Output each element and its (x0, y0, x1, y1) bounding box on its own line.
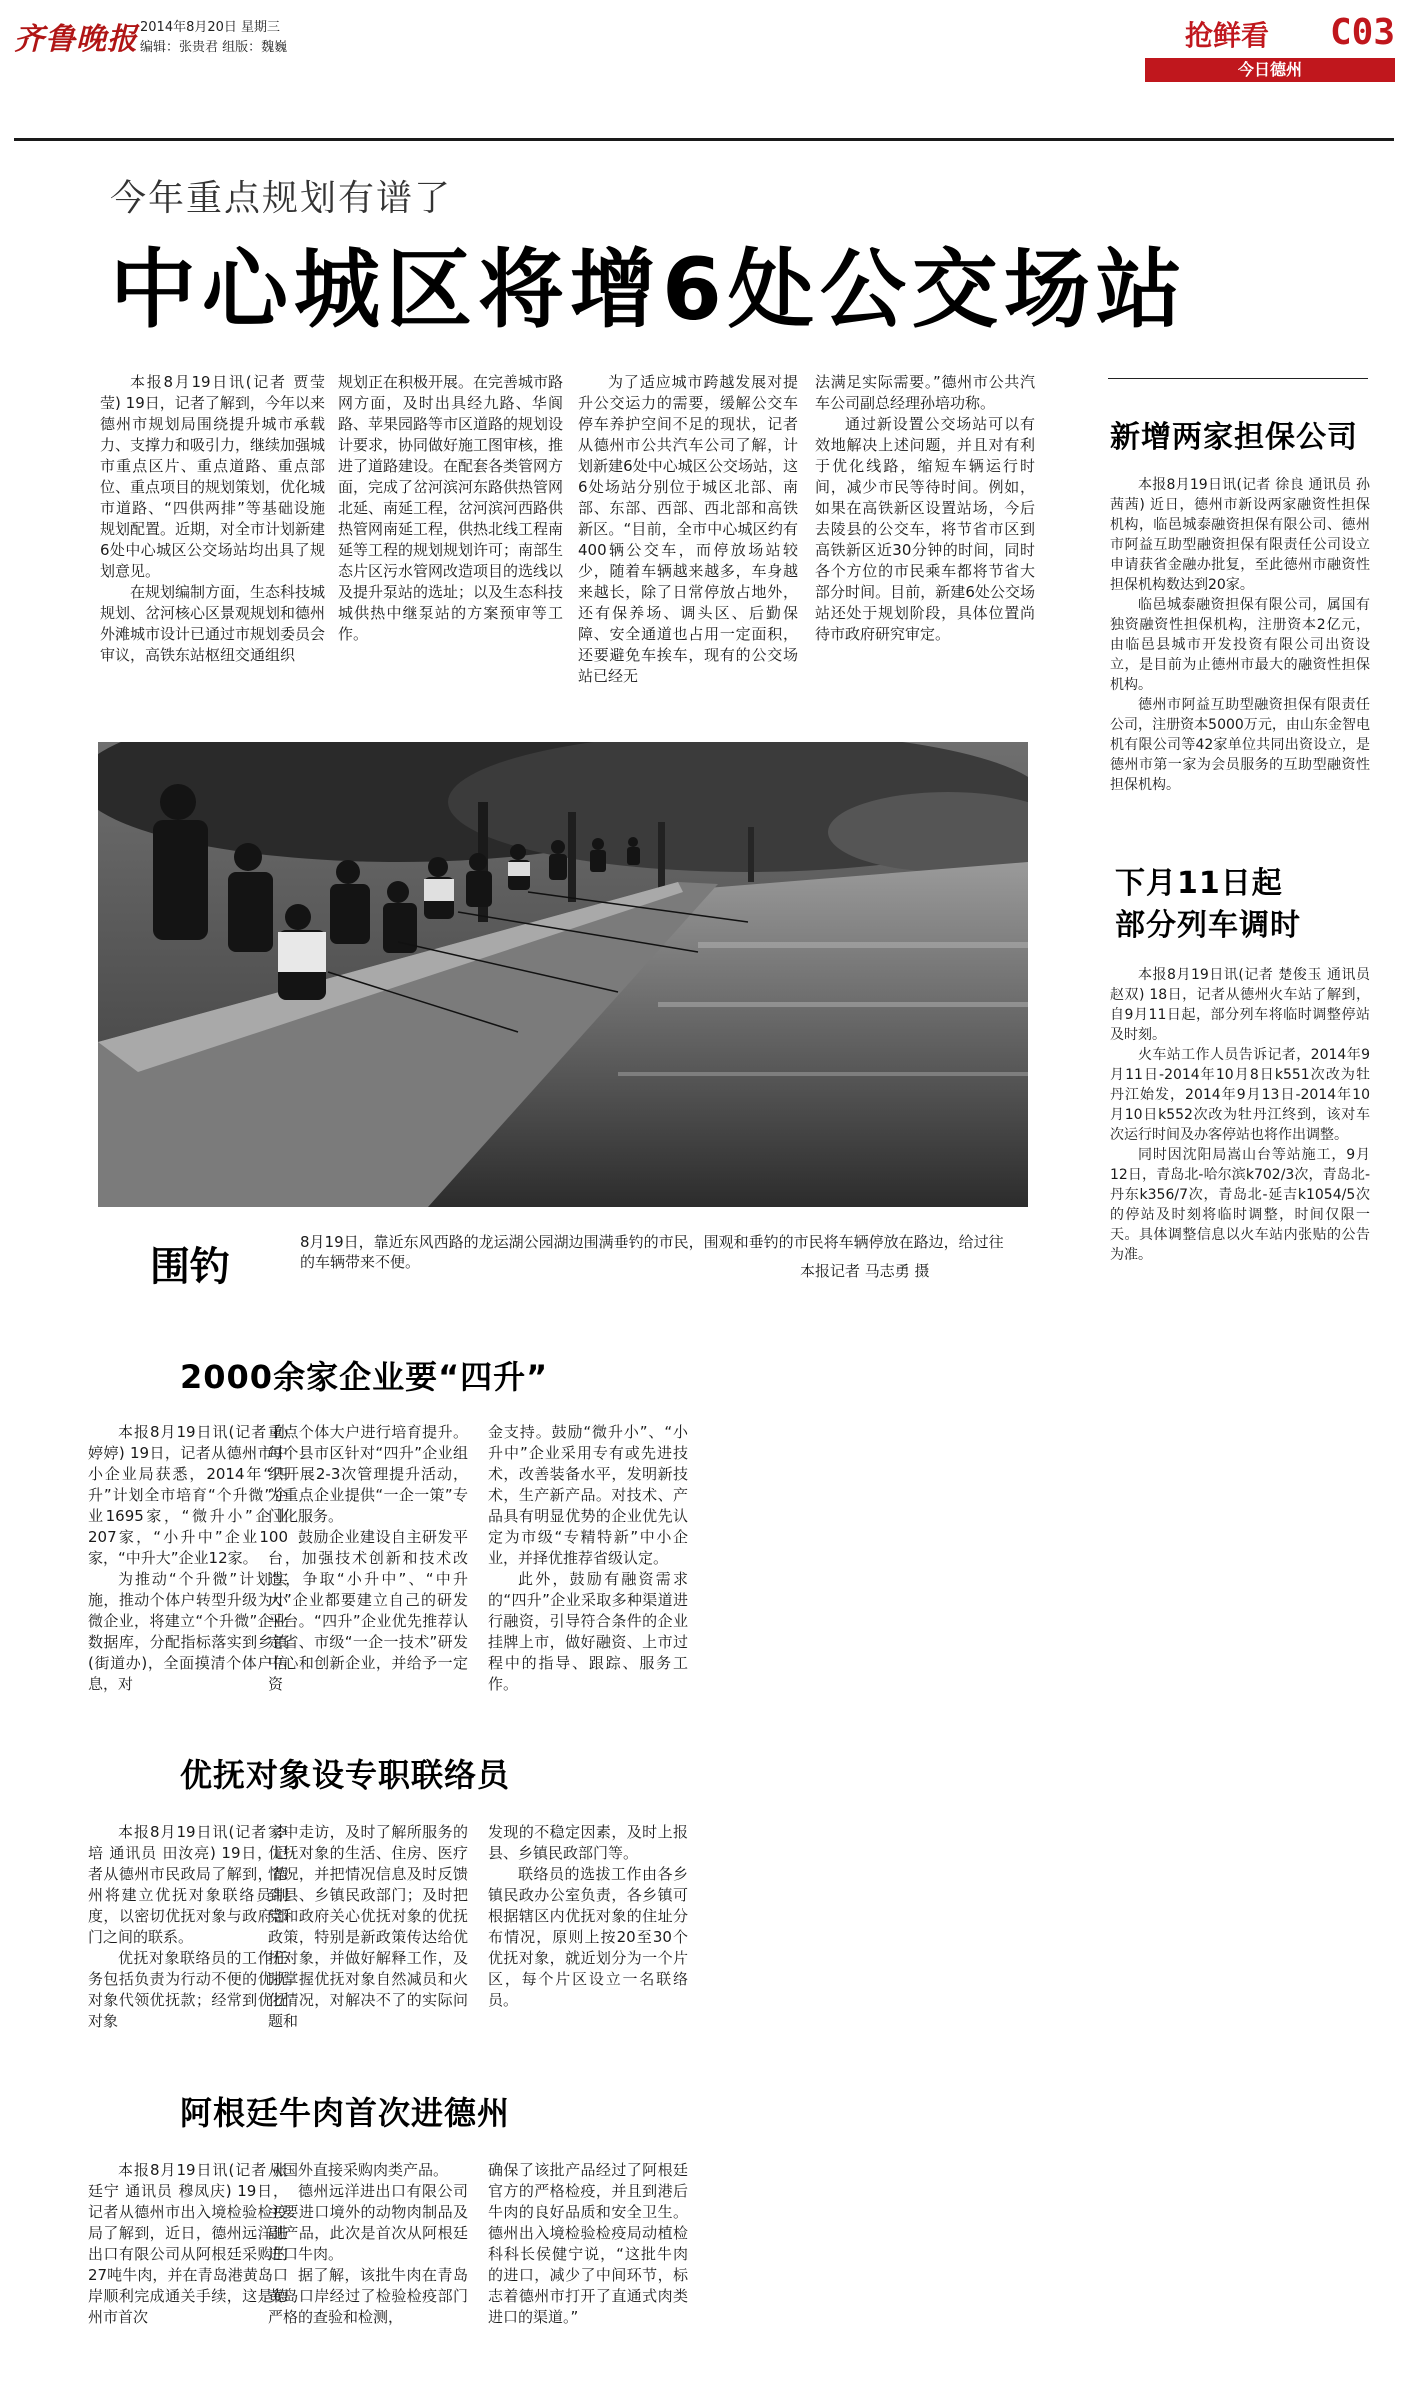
paragraph: 本报8月19日讯(记者 张廷宁 通讯员 穆凤庆) 19日，记者从德州市出入境检验检疫局了解到，近日，德州远洋进出口有限公司从阿根廷采购的27吨牛肉，并在青岛港黄岛口岸顺利完成通关手续，这是德州市首次 (88, 2161, 288, 2326)
paragraph: 火车站工作人员告诉记者，2014年9月11日-2014年10月8日k551次改为牡丹江始发，2014年9月13日-2014年10月10日k552次改为牡丹江终到，该对车次运行时间及办客停站也将作出调整。 (1110, 1047, 1370, 1143)
story2-column-2 (268, 1422, 468, 1695)
editor-line: 编辑：张贵君 组版：魏巍 (140, 40, 288, 55)
lead-column-4 (815, 372, 1035, 645)
paragraph: 联络员的选拔工作由各乡镇民政办公室负责，各乡镇可根据辖区内优抚对象的住址分布情况，原则上按20至30个优抚对象，就近划分为一个片区，每个片区设立一名联络员。 (488, 1865, 688, 2009)
story3-column-1 (88, 1822, 288, 2032)
paragraph: 鼓励企业建设自主研发平台，加强技术创新和技术改造，争取“小升中”、“中升大”企业都要建立自己的研发平台。“四升”企业优先推荐认定省、市级“一企一技术”研发中心和创新企业，并给予一定资 (268, 1528, 468, 1693)
photo-caption: 8月19日，靠近东风西路的龙运湖公园湖边围满垂钓的市民，围观和垂钓的市民将车辆停放在路边，给过往的车辆带来不便。 (300, 1233, 1004, 1271)
story3-column-2 (268, 1822, 468, 2032)
section-label: 抢鲜看 (1184, 19, 1269, 52)
story2-column-3 (488, 1422, 688, 1695)
side1-title: 新增两家担保公司 (1110, 420, 1358, 455)
lead-kicker: 今年重点规划有谱了 (110, 178, 453, 219)
page-number: C03 (1329, 12, 1395, 53)
subsection-bar: 今日德州 (1145, 58, 1395, 82)
story4-column-3 (488, 2160, 688, 2328)
paragraph: 临邑城泰融资担保有限公司，属国有独资融资性担保机构，注册资本2亿元，由临邑县城市开发投资有限公司出资设立，是目前为止德州市最大的融资性担保机构。 (1110, 597, 1370, 693)
lead-column-1 (100, 372, 325, 666)
story4-column-2 (268, 2160, 468, 2328)
paragraph: 在规划编制方面，生态科技城规划、岔河核心区景观规划和德州外滩城市设计已通过市规划委员会审议，高铁东站枢纽交通组织 (100, 583, 326, 664)
date-line: 2014年8月20日 星期三 (140, 20, 281, 35)
lakeside-fishing-photo (98, 742, 1028, 1207)
masthead-logo: 齐鲁晚报 (14, 22, 138, 57)
photo-tag: 围钓 (150, 1244, 230, 1290)
paragraph: 本报8月19日讯(记者 李培 通讯员 田汝亮) 19日，记者从德州市民政局了解到，德州将建立优抚对象联络员制度，以密切优抚对象与政府部门之间的联系。 (88, 1823, 288, 1946)
photo-credit: 本报记者 马志勇 摄 (800, 1262, 930, 1280)
sidebar-rule (1108, 378, 1368, 379)
paragraph: 法满足实际需要。”德州市公共汽车公司副总经理孙培功称。 (815, 373, 1035, 412)
story3-column-3 (488, 1822, 688, 2011)
paragraph: 家中走访，及时了解所服务的优抚对象的生活、住房、医疗情况，并把情况信息及时反馈到县、乡镇民政部门；及时把党和政府关心优抚对象的优抚政策，特别是新政策传达给优抚对象，并做好解释工作，及时掌握优抚对象自然减员和火化情况，对解决不了的实际问题和 (268, 1823, 468, 2030)
paragraph: 本报8月19日讯(记者 孙婷婷) 19日，记者从德州市中小企业局获悉，2014年“四升”计划全市培育“个升微”企业1695家，“微升小”企业207家，“小升中”企业100家，“中升大”企业12家。 (88, 1423, 288, 1567)
paragraph: 重点个体大户进行培育提升。每个县市区针对“四升”企业组织开展2-3次管理提升活动，为重点企业提供“一企一策”专门化服务。 (268, 1423, 468, 1525)
paragraph: 为推动“个升微”计划实施，推动个体户转型升级为小微企业，将建立“个升微”企业数据库，分配指标落实到乡镇(街道办)，全面摸清个体户信息，对 (88, 1570, 288, 1693)
paragraph: 通过新设置公交场站可以有效地解决上述问题，并且对有利于优化线路，缩短车辆运行时间，减少市民等待时间。例如，如果在高铁新区设置站场，今后去陵县的公交车，将节省市区到高铁新区近30分钟的时间，同时各个方位的市民乘车都将节省大部分时间。目前，新建6处公交场站还处于规划阶段，具体位置尚待市政府研究审定。 (815, 415, 1035, 643)
paragraph: 从国外直接采购肉类产品。 (268, 2161, 449, 2179)
paragraph: 德州远洋进出口有限公司主要进口境外的动物肉制品及副产品，此次是首次从阿根廷进口牛肉。 (268, 2182, 468, 2263)
story2-title: 2000余家企业要“四升” (180, 1358, 549, 1396)
lead-column-3 (578, 372, 798, 687)
paragraph: 优抚对象联络员的工作任务包括负责为行动不便的优抚对象代领优抚款；经常到优抚对象 (88, 1949, 288, 2030)
paragraph: 为了适应城市跨越发展对提升公交运力的需要，缓解公交车停车养护空间不足的现状，记者从德州市公共汽车公司了解，计划新建6处中心城区公交场站，这6处场站分别位于城区北部、南部、东部、西部、西北部和高铁新区。“目前，全市中心城区约有400辆公交车，而停放场站较少，随着车辆越来越多，车身越来越长，除了日常停放占地外，还有保养场、调头区、后勤保障、安全通道也占用一定面积，还要避免车挨车，现有的公交场站已经无 (578, 373, 798, 685)
paragraph: 规划正在积极开展。在完善城市路网方面，及时出具经九路、华阆路、苹果园路等市区道路的规划设计要求，协同做好施工图审核，推进了道路建设。在配套各类管网方面，完成了岔河滨河东路供热管网北延、南延工程，岔河滨河西路供热管网南延工程，供热北线工程南延等工程的规划规划许可；南部生态片区污水管网改造项目的选线以及提升泵站的选址；以及生态科技城供热中继泵站的方案预审等工作。 (338, 373, 564, 643)
paragraph: 同时因沈阳局嵩山台等站施工，9月12日，青岛北-哈尔滨k702/3次，青岛北-丹东k356/7次，青岛北-延吉k1054/5次的停站及时刻将临时调整，时间仅限一天。具体调整信息以火车站内张贴的公告为准。 (1110, 1147, 1370, 1263)
side2-title-line1: 下月11日起 (1115, 866, 1283, 901)
side2-body (1110, 965, 1370, 1265)
header-rule (14, 138, 1394, 141)
paragraph: 本报8月19日讯(记者 贾莹莹) 19日，记者了解到，今年以来德州市规划局围绕提升城市承载力、支撑力和吸引力，继续加强城市重点区片、重点道路、重点部位、重点项目的规划策划，优化城市道路、“四供两排”等基础设施规划配置。近期，对全市计划新建6处中心城区公交场站均出具了规划意见。 (100, 373, 326, 580)
side2-title-line2: 部分列车调时 (1115, 908, 1301, 943)
side1-body (1110, 475, 1370, 795)
paragraph: 本报8月19日讯(记者 徐良 通讯员 孙茜茜) 近日，德州市新设两家融资性担保机构，临邑城泰融资担保有限公司、德州市阿益互助型融资担保有限责任公司设立申请获省金融办批复，至此德州市融资性担保机构数达到20家。 (1110, 477, 1370, 593)
news-photo (98, 742, 1028, 1207)
story4-title: 阿根廷牛肉首次进德州 (180, 2094, 511, 2132)
paragraph: 确保了该批产品经过了阿根廷官方的严格检疫，并且到港后牛肉的良好品质和安全卫生。德州出入境检验检疫局动植检科科长侯健宁说，“这批牛肉的进口，减少了中间环节，标志着德州市打开了直通式肉类进口的渠道。” (488, 2161, 688, 2326)
story3-title: 优抚对象设专职联络员 (180, 1756, 511, 1794)
story2-column-1 (88, 1422, 288, 1695)
lead-column-2 (338, 372, 563, 645)
paragraph: 金支持。鼓励“微升小”、“小升中”企业采用专有或先进技术，改善装备水平，发明新技术，生产新产品。对技术、产品具有明显优势的企业优先认定为市级“专精特新”中小企业，并择优推荐省级认定。 (488, 1423, 688, 1567)
paragraph: 发现的不稳定因素，及时上报县、乡镇民政部门等。 (488, 1823, 688, 1862)
paragraph: 此外，鼓励有融资需求的“四升”企业采取多种渠道进行融资，引导符合条件的企业挂牌上市，做好融资、上市过程中的指导、跟踪、服务工作。 (488, 1570, 688, 1693)
paragraph: 据了解，该批牛肉在青岛黄岛口岸经过了检验检疫部门严格的查验和检测， (268, 2266, 468, 2326)
paragraph: 本报8月19日讯(记者 楚俊玉 通讯员 赵双) 18日，记者从德州火车站了解到，自9月11日起，部分列车将临时调整停站及时刻。 (1110, 967, 1370, 1043)
paragraph: 德州市阿益互助型融资担保有限责任公司，注册资本5000万元，由山东金智电机有限公司等42家单位共同出资设立，是德州市第一家为会员服务的互助型融资性担保机构。 (1110, 697, 1370, 793)
story4-column-1 (88, 2160, 288, 2328)
lead-headline: 中心城区将增6处公交场站 (110, 240, 1188, 340)
